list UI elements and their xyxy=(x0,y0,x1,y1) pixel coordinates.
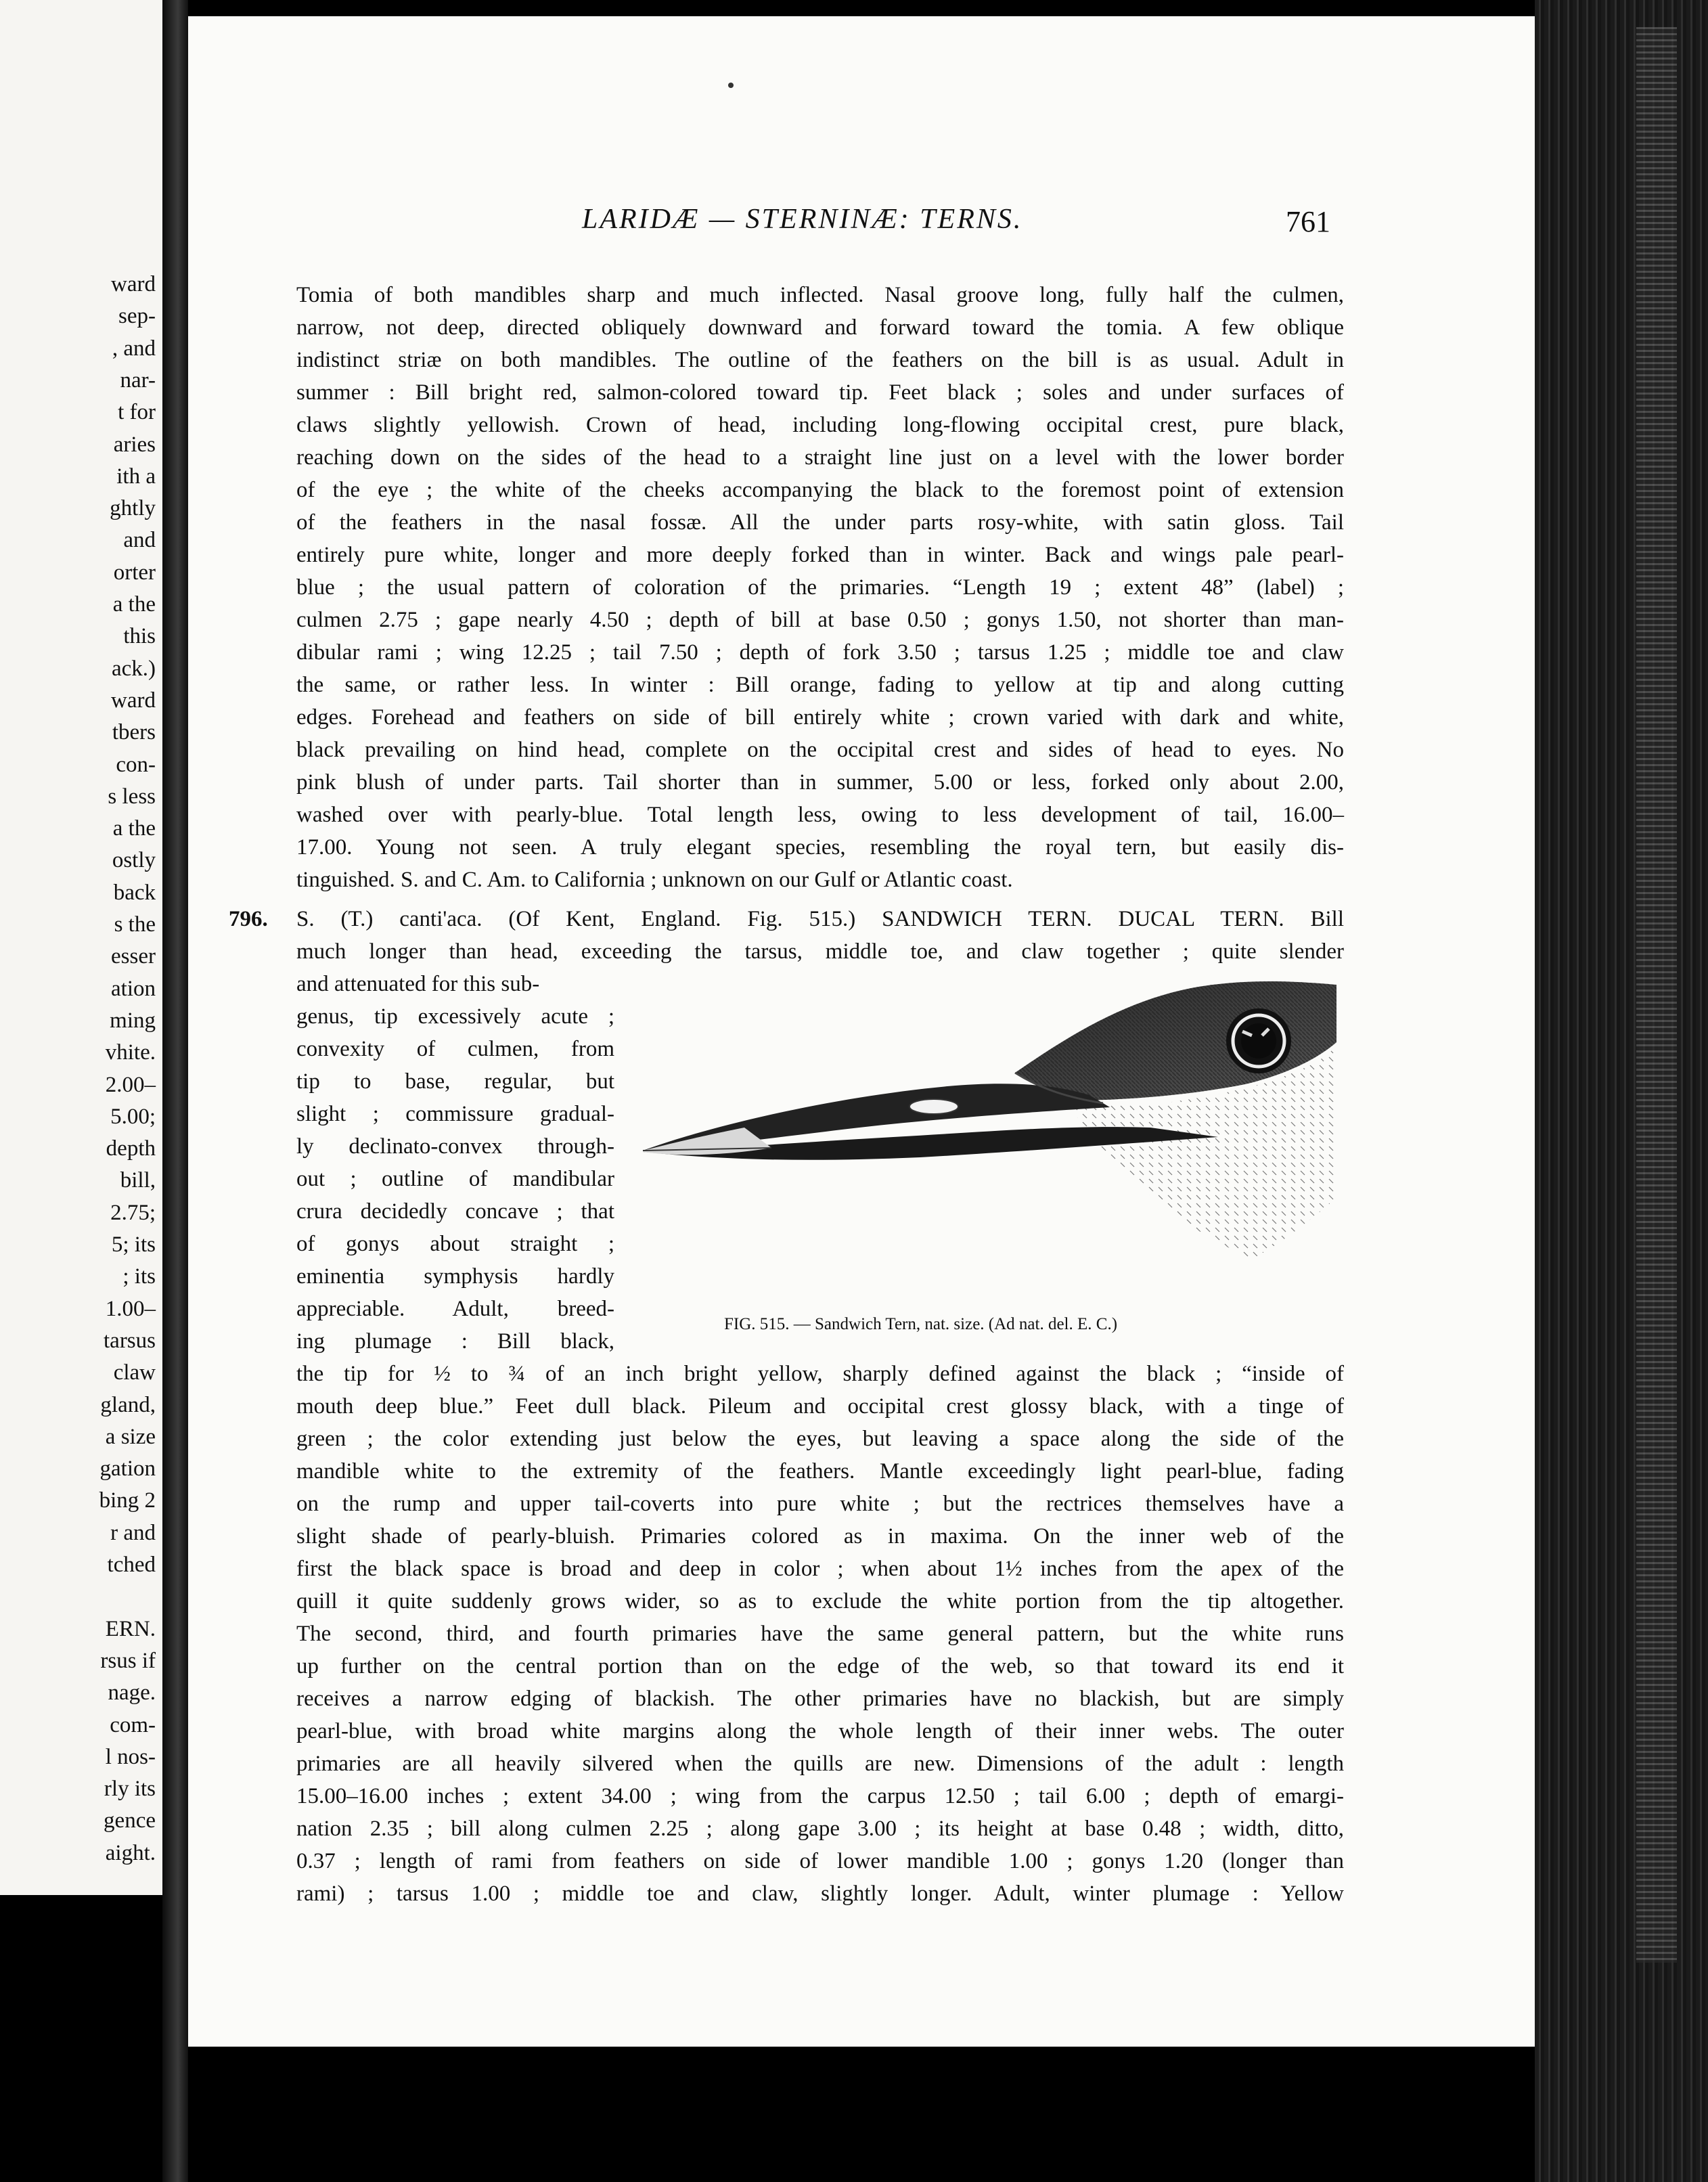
text-line: the same, or rather less. In winter : Bill orange, fading to yellow at tip and along cutting xyxy=(296,673,1344,697)
previous-page-fragment: s the xyxy=(114,912,156,937)
text-line: ing plumage : Bill black, xyxy=(296,1329,614,1354)
previous-page-fragment: ostly xyxy=(112,848,156,873)
previous-page-edge xyxy=(0,0,162,1895)
text-line: primaries are all heavily silvered when the quills are new. Dimensions of the adult : length xyxy=(296,1752,1344,1776)
previous-page-fragment: ghtly xyxy=(110,496,156,521)
previous-page-fragment: , and xyxy=(112,336,156,361)
text-line: claws slightly yellowish. Crown of head, including long-flowing occipital crest, pure black, xyxy=(296,413,1344,437)
text-line: pearl-blue, with broad white margins along the whole length of their inner webs. The outer xyxy=(296,1719,1344,1743)
text-line: genus, tip excessively acute ; xyxy=(296,1004,614,1029)
previous-page-fragment: tarsus xyxy=(104,1328,156,1353)
text-line: out ; outline of mandibular xyxy=(296,1167,614,1191)
previous-page-fragment: 2.75; xyxy=(110,1200,156,1225)
species-number: 796. xyxy=(229,907,268,931)
text-line: culmen 2.75 ; gape nearly 4.50 ; depth of bill at base 0.50 ; gonys 1.50, not shorter than man- xyxy=(296,608,1344,632)
previous-page-fragment: aries xyxy=(113,432,156,457)
text-line: edges. Forehead and feathers on side of bill entirely white ; crown varied with dark and white, xyxy=(296,705,1344,730)
previous-page-fragment: vhite. xyxy=(105,1040,156,1065)
previous-page-fragment: ward xyxy=(111,272,156,296)
previous-page-fragment: ming xyxy=(110,1008,156,1033)
page-speck xyxy=(728,83,734,88)
previous-page-fragment: esser xyxy=(111,944,156,969)
previous-page-fragment: bill, xyxy=(120,1168,156,1193)
previous-page-fragment: ward xyxy=(111,688,156,713)
previous-page-fragment: ERN. xyxy=(105,1616,156,1641)
text-line: slight shade of pearly-bluish. Primaries colored as in maxima. On the inner web of the xyxy=(296,1524,1344,1549)
previous-page-fragment: com- xyxy=(110,1712,156,1737)
text-line: reaching down on the sides of the head to a straight line just on a level with the lower border xyxy=(296,445,1344,470)
previous-page-fragment: gence xyxy=(104,1808,156,1833)
text-line: mandible white to the extremity of the feathers. Mantle exceedingly light pearl-blue, fading xyxy=(296,1459,1344,1484)
previous-page-fragment: nar- xyxy=(120,368,156,393)
text-line: the tip for ½ to ¾ of an inch bright yellow, sharply defined against the black ; “inside of xyxy=(296,1362,1344,1386)
previous-page-fragment: l nos- xyxy=(105,1744,156,1769)
text-line: first the black space is broad and deep in color ; when about 1½ inches from the apex of the xyxy=(296,1557,1344,1581)
previous-page-fragment: this xyxy=(123,624,156,649)
text-line: slight ; commissure gradual- xyxy=(296,1102,614,1126)
text-line: eminentia symphysis hardly xyxy=(296,1264,614,1289)
text-line: washed over with pearly-blue. Total length less, owing to less development of tail, 16.00– xyxy=(296,803,1344,827)
text-line: and attenuated for this sub- xyxy=(296,972,540,996)
previous-page-fragment: ack.) xyxy=(111,656,156,681)
text-line: mouth deep blue.” Feet dull black. Pileum and occipital crest glossy black, with a tinge of xyxy=(296,1394,1344,1419)
text-line: of gonys about straight ; xyxy=(296,1232,614,1256)
text-line: nation 2.35 ; bill along culmen 2.25 ; along gape 3.00 ; its height at base 0.48 ; width, ditto, xyxy=(296,1817,1344,1841)
text-line: on the rump and upper tail-coverts into pure white ; but the rectrices themselves have a xyxy=(296,1492,1344,1516)
text-line: ly declinato-convex through- xyxy=(296,1134,614,1159)
previous-page-fragment: rly its xyxy=(104,1777,156,1802)
previous-page-fragment: ation xyxy=(111,976,156,1001)
previous-page-fragment: ; its xyxy=(122,1264,156,1289)
text-line: crura decidedly concave ; that xyxy=(296,1199,614,1224)
previous-page-fragment: 1.00– xyxy=(105,1296,156,1321)
previous-page-fragment: tched xyxy=(107,1553,156,1577)
tern-head-illustration xyxy=(636,975,1347,1286)
previous-page-fragment: aight. xyxy=(105,1840,156,1865)
nostril xyxy=(909,1099,958,1114)
text-line: receives a narrow edging of blackish. The other primaries have no blackish, but are simply xyxy=(296,1687,1344,1711)
previous-page-fragment: tbers xyxy=(112,720,156,745)
text-line: blue ; the usual pattern of coloration of the primaries. “Length 19 ; extent 48” (label) ; xyxy=(296,575,1344,600)
text-line: dibular rami ; wing 12.25 ; tail 7.50 ; depth of fork 3.50 ; tarsus 1.25 ; middle toe and claw xyxy=(296,640,1344,665)
text-line: much longer than head, exceeding the tarsus, middle toe, and claw together ; quite slender xyxy=(296,939,1344,964)
previous-page-fragment: claw xyxy=(113,1360,156,1385)
text-line: tinguished. S. and C. Am. to California ; unknown on our Gulf or Atlantic coast. xyxy=(296,868,1013,892)
text-line: 17.00. Young not seen. A truly elegant species, resembling the royal tern, but easily dis- xyxy=(296,835,1344,860)
previous-page-fragment: gland, xyxy=(100,1392,156,1417)
species-heading: S. (T.) canti'aca. (Of Kent, England. Fig. 515.) SANDWICH TERN. DUCAL TERN. Bill xyxy=(296,907,1344,931)
text-line: convexity of culmen, from xyxy=(296,1037,614,1061)
running-title: LARIDÆ — STERNINÆ: TERNS. xyxy=(582,204,1023,235)
text-line: narrow, not deep, directed obliquely downward and forward toward the tomia. A few oblique xyxy=(296,315,1344,340)
text-line: The second, third, and fourth primaries have the same general pattern, but the white runs xyxy=(296,1622,1344,1646)
text-line: summer : Bill bright red, salmon-colored toward tip. Feet black ; soles and under surfaces of xyxy=(296,380,1344,405)
previous-page-fragment: 2.00– xyxy=(105,1072,156,1097)
previous-page-fragment: a the xyxy=(112,592,156,617)
eye xyxy=(1226,1008,1291,1073)
book-gutter xyxy=(162,0,188,2182)
text-line: pink blush of under parts. Tail shorter than in summer, 5.00 or less, forked only about 2.00, xyxy=(296,770,1344,795)
text-line: of the feathers in the nasal fossæ. All the under parts rosy-white, with satin gloss. Tail xyxy=(296,510,1344,535)
page-number: 761 xyxy=(1286,205,1330,238)
previous-page-fragment: s less xyxy=(108,784,156,809)
book-edge xyxy=(1535,0,1708,2182)
previous-page-fragment: rsus if xyxy=(100,1648,156,1673)
previous-page-fragment: nage. xyxy=(108,1680,156,1706)
figure-caption: FIG. 515. — Sandwich Tern, nat. size. (Ad nat. del. E. C.) xyxy=(724,1315,1118,1333)
previous-page-fragment: a the xyxy=(112,816,156,841)
text-line: 0.37 ; length of rami from feathers on side of lower mandible 1.00 ; gonys 1.20 (longer than xyxy=(296,1849,1344,1873)
text-line: 15.00–16.00 inches ; extent 34.00 ; wing from the carpus 12.50 ; tail 6.00 ; depth of emargi- xyxy=(296,1784,1344,1808)
text-line: appreciable. Adult, breed- xyxy=(296,1297,614,1321)
text-line: of the eye ; the white of the cheeks accompanying the black to the foremost point of extension xyxy=(296,478,1344,502)
text-line: tip to base, regular, but xyxy=(296,1069,614,1094)
previous-page-fragment: 5; its xyxy=(111,1232,156,1257)
previous-page-fragment: gation xyxy=(99,1456,156,1482)
text-line: up further on the central portion than on the edge of the web, so that toward its end it xyxy=(296,1654,1344,1678)
previous-page-fragment: t for xyxy=(118,400,156,425)
previous-page-fragment: 5.00; xyxy=(110,1104,156,1129)
previous-page-fragment: sep- xyxy=(118,304,156,329)
previous-page-fragment: bing 2 xyxy=(99,1488,156,1513)
text-line: green ; the color extending just below the eyes, but leaving a space along the side of the xyxy=(296,1427,1344,1451)
text-line: black prevailing on hind head, complete on the occipital crest and sides of head to eyes. No xyxy=(296,738,1344,762)
text-line: quill it quite suddenly grows wider, so as to exclude the white portion from the tip altogether. xyxy=(296,1589,1344,1613)
previous-page-fragment: orter xyxy=(113,560,156,585)
previous-page-fragment: back xyxy=(113,880,156,905)
text-line: entirely pure white, longer and more deeply forked than in winter. Back and wings pale pearl- xyxy=(296,543,1344,567)
page-stack-edge xyxy=(1636,27,1677,1963)
text-line: indistinct striæ on both mandibles. The outline of the feathers on the bill is as usual. Adult in xyxy=(296,348,1344,372)
text-line: rami) ; tarsus 1.00 ; middle toe and claw, slightly longer. Adult, winter plumage : Yellow xyxy=(296,1882,1344,1906)
previous-page-fragment: con- xyxy=(116,752,156,777)
previous-page-fragment: ith a xyxy=(116,464,156,489)
previous-page-fragment: r and xyxy=(110,1520,156,1545)
text-line: Tomia of both mandibles sharp and much inflected. Nasal groove long, fully half the culmen, xyxy=(296,283,1344,307)
previous-page-fragment: depth xyxy=(106,1136,156,1161)
previous-page-fragment: a size xyxy=(105,1424,156,1449)
previous-page-fragment: and xyxy=(123,528,156,553)
